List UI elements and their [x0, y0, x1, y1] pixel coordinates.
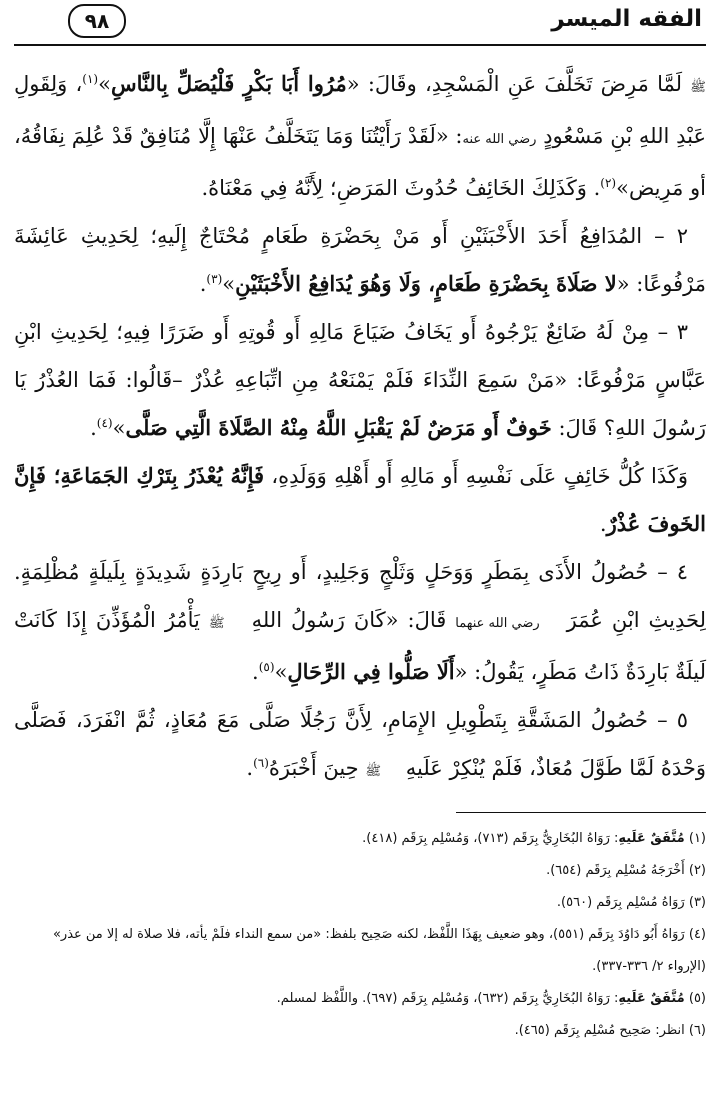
text-run: ٢ – المُدَافِعُ أَحَدَ الأَخْبَثَيْنِ أَو مَنْ بِحَضْرَةِ طَعَامٍ مُحْتَاجٌ إِلَيهِ؛ لِحَدِيثِ عَائِشَةَ مَرْفُوعًا: «: [14, 224, 706, 296]
footnote-number: (١): [688, 831, 706, 846]
page-number-badge: [68, 4, 126, 38]
text-run: »: [98, 72, 111, 96]
honorific-glyph: ﷺ: [365, 764, 382, 779]
text-run: . وَكَذَلِكَ الخَائِفُ حُدُوثَ المَرَضِ؛ لِأَنَّهُ فِي مَعْنَاهُ.: [201, 176, 601, 200]
footnote-number: (٢): [688, 863, 706, 878]
text-run: حِينَ أَخْبَرَهُ: [268, 756, 366, 780]
text-run: ، وَلِقَولِ عَبْدِ اللهِ بْنِ مَسْعُودٍ: [14, 72, 706, 148]
paragraph-item-4: [14, 548, 706, 696]
footnote-3: [14, 887, 706, 919]
footnote-5: [14, 983, 706, 1015]
text-run: .: [599, 512, 607, 536]
footnote-label: مُتَّفَقٌ عَلَيهِ: [618, 991, 685, 1006]
footnote-2: [14, 855, 706, 887]
header-divider: [14, 44, 706, 46]
footnotes: [14, 823, 706, 1047]
footnote-4: [14, 919, 706, 983]
footnote-number: (٣): [688, 895, 706, 910]
footnote-text: : رَوَاهُ البُخَارِيُّ بِرَقَم (٧١٣)، وَمُسْلِم بِرَقَم (٤١٨).: [362, 831, 619, 846]
text-run: : «لَقَدْ رَأَيْتُنَا وَمَا يَتَخَلَّفُ عَنْهَا إِلَّا مُنَافِقٌ قَدْ عُلِمَ نِفَاقُهُ، أو مَرِيض»: [14, 124, 706, 200]
footnote-text: انظر: صَحِيح مُسْلِم بِرَقَم (٤٦٥).: [514, 1023, 685, 1038]
footnote-ref[interactable]: (١): [82, 72, 99, 86]
footnote-number: (٥): [688, 991, 706, 1006]
text-run: .: [252, 660, 259, 684]
text-run: قَالَ: «كَانَ رَسُولُ اللهِ: [242, 608, 456, 632]
text-run: لَمَّا مَرِضَ تَخَلَّفَ عَنِ الْمَسْجِدِ، وقَالَ: «: [346, 72, 691, 96]
paragraph-fearful: [14, 452, 706, 548]
honorific-glyph: ﷺ: [690, 80, 706, 95]
footnote-ref[interactable]: (٦): [253, 756, 269, 770]
footnote-text: رَوَاهُ مُسْلِم بِرَقَم (٥٦٠).: [556, 895, 685, 910]
book-title: الفقه الميسر: [551, 6, 702, 32]
footnote-number: (٤): [688, 927, 706, 942]
footnote-6: [14, 1015, 706, 1047]
page-number: ٩٨: [84, 9, 110, 33]
text-run: ٣ – مِنْ لَهُ ضَائِعٌ يَرْجُوهُ أَو يَخَافُ ضَيَاعَ مَالِهِ أَو قُوتِهِ أَو ضَرَرًا فِيهِ؛ لِحَدِيثِ ابْنِ عَبَّاسٍ مَرْفُوعًا: «مَنْ سَمِعَ النِّدَاءَ فَلَمْ يَمْنَعْهُ مِنِ اتِّبَاعِهِ عُذْرٌ –قَالُوا: فَمَا العُذْرُ يَا رَسُولَ اللهِ؟ قَالَ:: [14, 320, 706, 440]
footnote-ref[interactable]: (٢): [600, 176, 617, 190]
footnote-label: مُتَّفَقٌ عَلَيهِ: [618, 831, 685, 846]
footnote-ref[interactable]: (٥): [258, 660, 275, 674]
footnote-text: : رَوَاهُ البُخَارِيُّ بِرَقَم (٦٣٢)، وَمُسْلِم بِرَقَم (٦٩٧). واللَّفْظ لمسلم.: [276, 991, 619, 1006]
paragraph-continued: [14, 60, 706, 212]
text-run: يَأْمُرُ الْمُؤَذِّنَ إِذَا كَانَتْ لَيلَةٌ بَارِدَةٌ ذَاتُ مَطَرٍ، يَقُولُ: «: [14, 608, 706, 684]
hadith-quote: أَلَا صَلُّوا فِي الرِّحَالِ: [287, 659, 455, 684]
footnote-divider: [456, 812, 706, 813]
text-run: .: [246, 756, 254, 780]
page-header: [14, 0, 706, 52]
text-run: .: [199, 272, 207, 296]
footnote-text: أَخْرَجَهُ مُسْلِم بِرَقَم (٦٥٤).: [546, 863, 685, 878]
text-run: ٤ – حُصُولُ الأَذَى بِمَطَرٍ وَوَحَلٍ وَثَلْجٍ وَجَلِيدٍ، أَو رِيحٍ بَارِدَةٍ شَدِيدَةٍ بِلَيلَةٍ مُظْلِمَةٍ. لِحَدِيثِ ابْنِ عُمَرَ: [14, 560, 706, 632]
honorific-glyph: رضي الله عنهما: [455, 616, 540, 631]
paragraph-item-3: [14, 308, 706, 452]
text-run: .: [90, 416, 97, 440]
text-run: »: [112, 416, 126, 440]
footnote-ref[interactable]: (٤): [96, 416, 113, 430]
honorific-glyph: ﷺ: [208, 616, 225, 631]
footnote-1: [14, 823, 706, 855]
footnote-text: رَوَاهُ أَبُو دَاوُدَ بِرَقَم (٥٥١)، وهو ضعيف بِهَذَا اللَّفْظ، لكنه صَحِيح بلفظ: «من سمع النداء فلَمْ يأته، فلا صلاة له إلا من عذر» (الإرواء ٢/ ٣٣٦-٣٣٧).: [52, 927, 706, 974]
paragraph-item-5: [14, 696, 706, 796]
footnote-ref[interactable]: (٣): [206, 272, 223, 286]
emphasis-text: فَإِنَّهُ يُعْذَرُ بِتَرْكِ الجَمَاعَةِ؛ فَإِنَّ الخَوفَ عُذْرٌ: [14, 463, 706, 536]
body-text: [14, 60, 706, 796]
hadith-quote: لا صَلَاةَ بِحَضْرَةِ طَعَامٍ، وَلَا وَهُوَ يُدَافِعُ الأَخْبَثَيْنِ: [235, 271, 617, 296]
hadith-quote: مُرُوا أَبَا بَكْرٍ فَلْيُصَلِّ بِالنَّاسِ: [110, 71, 347, 96]
honorific-glyph: رضي الله عنه: [462, 132, 537, 147]
text-run: »: [274, 660, 288, 684]
text-run: ٥ – حُصُولُ المَشَقَّةِ بِتَطْوِيلِ الإِمَامِ، لِأَنَّ رَجُلًا صَلَّى مَعَ مُعَاذٍ، ثُمَّ انْفَرَدَ، فَصَلَّى وَحْدَهُ لَمَّا طَوَّلَ مُعَاذٌ، فَلَمْ يُنْكِرْ عَلَيهِ: [14, 708, 706, 780]
hadith-quote: خَوفٌ أَو مَرَضٌ لَمْ يَقْبَلِ اللَّهُ مِنْهُ الصَّلَاةَ الَّتِي صَلَّى: [125, 415, 552, 440]
paragraph-item-2: [14, 212, 706, 308]
footnote-number: (٦): [688, 1023, 706, 1038]
text-run: وَكَذَا كُلُّ خَائِفٍ عَلَى نَفْسِهِ أَو مَالِهِ أَو أَهْلِهِ وَوَلَدِهِ،: [264, 464, 688, 488]
text-run: »: [222, 272, 236, 296]
